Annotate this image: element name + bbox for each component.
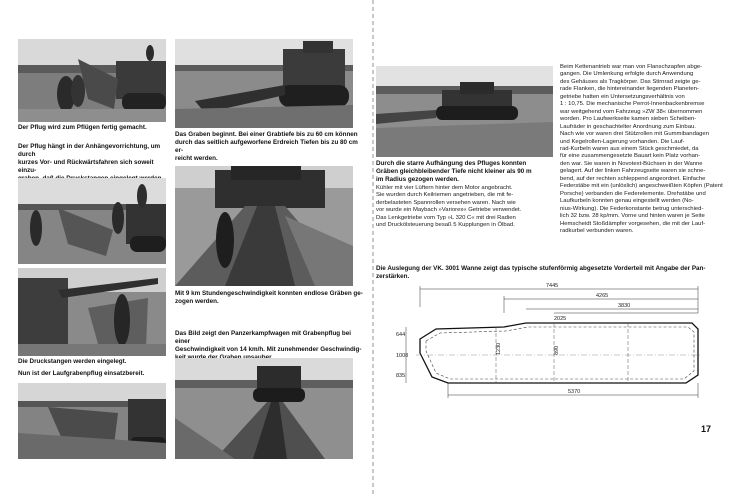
dim-h3: 835 xyxy=(396,373,406,379)
photo-endless-trench xyxy=(175,166,353,286)
caption-rigid-suspension: Durch die starre Aufhängung des Pfluges konnten Gräben gleichbleibender Tiefe nicht kleiner als 90 m im Radius gezogen werden. xyxy=(376,160,532,184)
photo-plough-hanging xyxy=(18,178,166,264)
caption-speed-14kmh: Das Bild zeigt den Panzerkampfwagen mit Grabenpflug bei einer Geschwindigkeit von 14 km/h. Mit zunehmender Geschwindig- xyxy=(175,330,362,354)
dim-lower: 5370 xyxy=(568,389,581,395)
page-gutter xyxy=(372,0,374,497)
dim-h1: 644 xyxy=(396,332,406,338)
caption-plough-ready: Der Pflug wird zum Pflügen fertig gemacht. xyxy=(18,124,147,131)
caption-rods-inserted: Die Druckstangen werden eingelegt. xyxy=(18,358,127,365)
photo-pressure-rods xyxy=(18,268,166,356)
caption-trench-begins: Das Graben beginnt. Bei einer Grabtiefe bis zu 60 cm können durch das seitlich aufgeworfene Erdreich Tiefen bis zu 80 cm er- reicht werden. xyxy=(175,131,358,163)
caption-hull-drawing: Die Auslegung der VK. 3001 Wanne zeigt das typische stufenförmig abgesetzte Vorderteil mit Angabe der Pan- zerstärken. xyxy=(376,265,706,281)
caption-plough-hangs: Der Pflug hängt in der Anhängevorrichtung, um durch kurzes Vor- und Rückwärtsfahren sich soweit einzu- xyxy=(18,143,161,175)
hull-technical-drawing xyxy=(396,283,714,403)
caption-plough-ready-for-use: Nun ist der Laufgrabenpflug einsatzbereit. xyxy=(18,370,145,377)
dim-h4: 1230 xyxy=(496,342,502,355)
caption-speed-9kmh: Mit 9 km Stundengeschwindigkeit konnten endlose Gräben ge- zogen werden. xyxy=(175,290,363,306)
body-text-left-column: Kühler mit vier Lüftern hinter dem Motor angebracht. Sie wurden durch Keilriemen angetrieben, die mit fe- derbelasteten Spannrollen versehen waren. Nach wie vor wurde ein Maybach »Variorex« Getriebe verwendet. Das Lenkgetriebe vom Typ »L 320 C« mit drei Radien und Druckölsteuerung besaß 5 Kupplungen in Ölbad. xyxy=(376,185,522,229)
dim-rear: 2025 xyxy=(554,316,567,322)
dim-h5: 890 xyxy=(554,345,560,355)
dim-overall: 7445 xyxy=(546,283,559,289)
photo-trench-at-speed xyxy=(175,358,353,459)
page-number: 17 xyxy=(701,424,712,434)
photo-plough-preparation xyxy=(18,39,166,122)
dim-upper: 4265 xyxy=(596,293,609,299)
dim-h2: 1008 xyxy=(396,353,409,359)
photo-plough-ready xyxy=(18,383,166,459)
body-text-right-column: Beim Kettenantrieb war man von Flanschzapfen abge- gangen. Die Umlenkung erfolgte durch Anwendung des Gehäuses als Tragkörper. Das Stirnrad zeigte ge- rade Flanken, die hintereinander liegenden Planeten- getriebe hatten ein Untersetzungsverhältnis von 1 : 10,75. Die mechanische Perrot-Innenbackenbremse war weitgehend vom Fahrzeug »ZW 38« übernommen worden. Pro Laufwerkseite kamen sieben Scheiben- Laufräder in geschachtelter Anordnung zum Einbau. Nach wie vor waren drei Stützrollen mit Gummibandagen und Kegelrollen-Lagerung vorhanden. Die Lauf- rad-Kurbeln waren aus einem Stück geschmiedet, da für eine zusammengesetzte Bauart kein Platz vorhan- den war. Sie waren in Novotext-Büchsen in der Wanne gelagert. Auf der linken Fahrzeugseite waren sie schne- bend, auf der rechten schleppend angeordnet. Einfache Federstäbe mit ein (unlöslich) angeschweißten Köpfen (Patent Porsche) verbanden die Federelemente. Drehstäbe und Laufkurbeln konnten genau eingestellt werden (No- nius-Wirkung). Die Federkonstante betrug unterschied- lich 32 bzw. 28 kp/mm. Vorne und hinten waren je Seite Hemscheidt Stoßdämpfer vorgesehen, die mit der Lauf- radkurbel verbunden waren. xyxy=(560,64,723,234)
photo-trench-begins xyxy=(175,39,353,128)
photo-tank-with-plough xyxy=(376,66,553,157)
dim-mid: 3830 xyxy=(618,303,631,309)
